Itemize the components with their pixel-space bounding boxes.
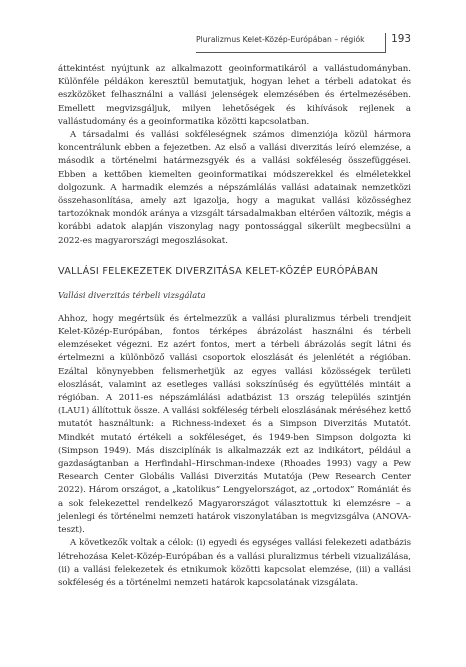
running-title: Pluralizmus Kelet-Közép-Európában – régiók: [196, 35, 365, 44]
header-rule-horizontal: [196, 52, 385, 53]
paragraph-goals: A következők voltak a célok: (i) egyedi és egységes vallási felekezeti adatbázis létrehozása Kelet-Közép-Európában és a vallási pluralizmus térbeli vizualizálása, (ii) a vallási felekezetek és etnikumok közötti kapcsolat elemzése, (iii) a vallási sokféleség és a történelmi nemzeti határok kapcsolatának vizsgálata.: [58, 538, 411, 588]
subsection-heading: Vallási diverzitás térbeli vizsgálata: [58, 289, 206, 300]
paragraph-intro-continued: áttekintést nyújtunk az alkalmazott geoinformatikáról a vallástudományban. Különféle példákon keresztül bemutatjuk, hogyan lehet a térbeli adatokat és eszközöket felhasználni a vallási jelenségek elemzésében és értelmezésében. Emellett megvizsgáljuk, milyen lehetőségek és kihívások rejlenek a vallástudomány és a geoinformatika közötti kapcsolatban.: [58, 64, 411, 127]
paragraph-dimensions: A társadalmi és vallási sokféleségnek számos dimenziója közül hármora koncentrálunk ebben a fejezetben. Az első a vallási diverzitás leíró elemzése, a második a történelmi határmezsgyék és a vallási sokféleség összefüggései. Ebben a kettőben kiemelten geoinformatikai módszerekkel és elméletekkel dolgozunk. A harmadik elemzés a népszámlálás vallási adatainak nemzetközi összehasonlítása, amely azt igazolja, hogy a magukat vallási közösséghez tartozóknak mondók aránya a vizsgált társadalmakban eltérően változik, mégis a korábbi adatok alapján viszonylag nagy pontossággal sikerült megbecsülni a 2022-es magyarországi megoszlásokat.: [58, 130, 411, 246]
section-heading: VALLÁSI FELEKEZETEK DIVERZITÁSA KELET-KÖZÉP EURÓPÁBAN: [58, 265, 379, 277]
paragraph-spatial-analysis: Ahhoz, hogy megértsük és értelmezzük a vallási pluralizmus térbeli trendjeit Kelet-Közép-Európában, fontos térképes ábrázolást használni és térbeli elemzéseket végezni. Ez azért fontos, mert a térbeli ábrázolás segít látni és értelmezni a különböző vallási csoportok eloszlását és jelenlétét a régióban. Ezáltal könynyebben felismerhetjük az egyes vallási közösségek területi eloszlását, valamint az esetleges vallási sokszínűség és együttélés mintáit a régióban. A 2011-es népszámlálási adatbázist 13 ország település szintjén (LAU1) állítottuk össze. A vallási sokféleség térbeli eloszlásának méréséhez kettő mutatót használtunk: a Richness-indexet és a Simpson Diverzitás Mutatót. Mindkét mutató értékeli a sokféleséget, és 1949-ben Simpson dolgozta ki (Simpson 1949). Más diszciplínák is alkalmazzák ezt az indikátort, például a gazdaságtanban a Herfindahl–Hirschman-indexe (Rhoades 1993) vagy a Pew Research Center Globális Vallási Diverzitás Mutatója (Pew Research Center 2022). Három országot, a „katolikus” Lengyelországot, az „ortodox” Romániát és a sok felekezettel rendelkező Magyarországot választottuk ki elemzésre – a jelenlegi és történelmi nemzeti határok viszonylatában is megvizsgálva (ANOVA-teszt).: [58, 313, 411, 536]
running-header: [196, 33, 411, 50]
page-number: 193: [391, 33, 411, 45]
page-body: [58, 63, 411, 590]
header-rule-vertical: [385, 33, 386, 53]
